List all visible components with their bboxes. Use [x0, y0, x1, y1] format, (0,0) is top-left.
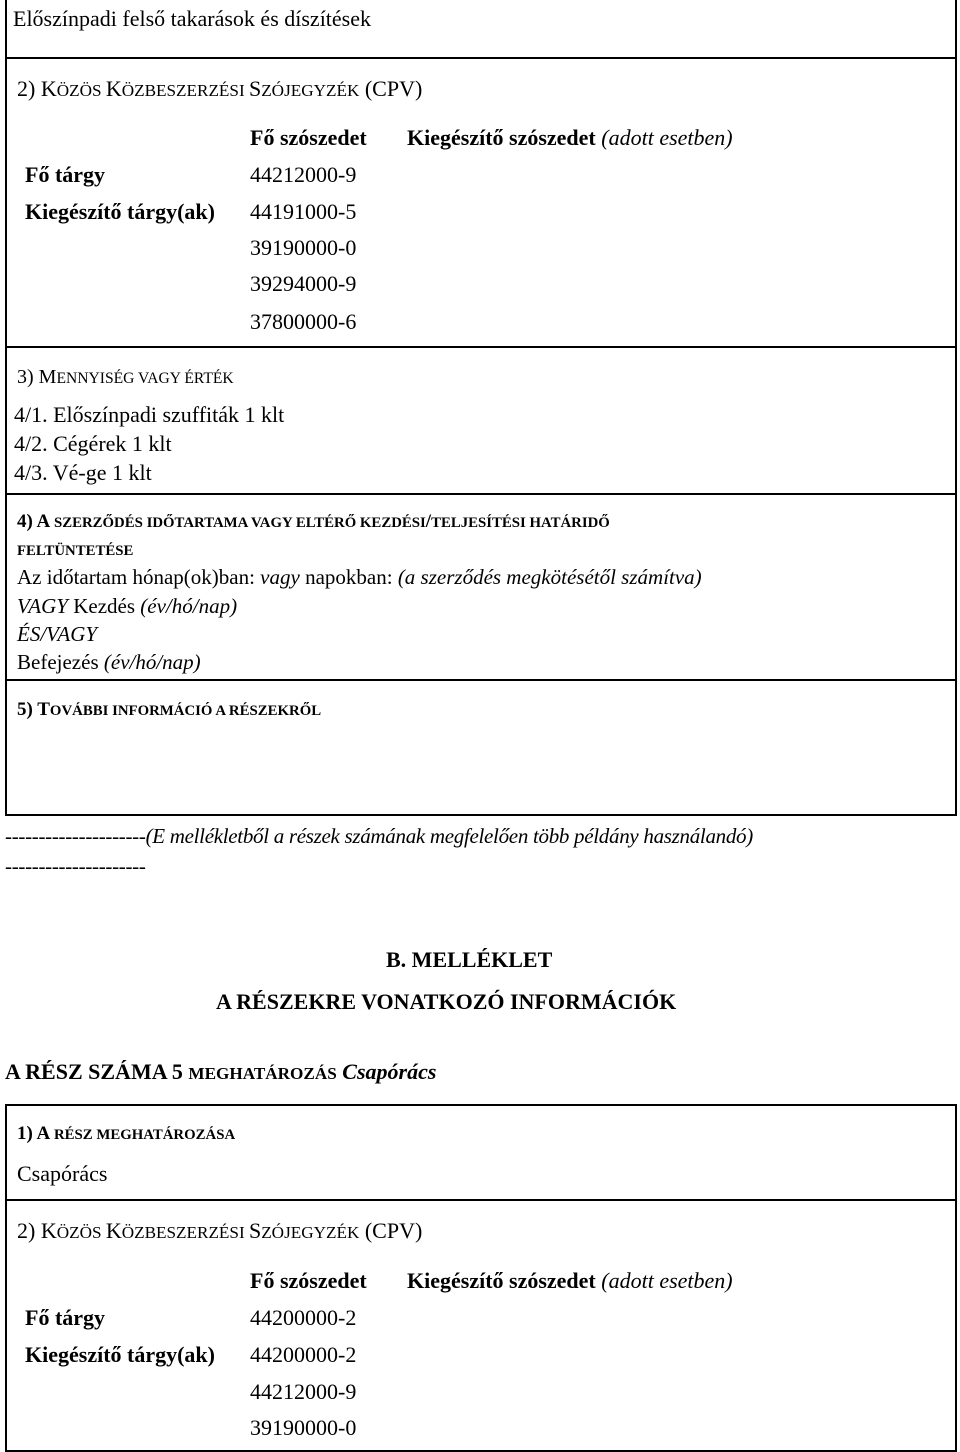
duration-heading: 4) A SZERZŐDÉS IDŐTARTAMA VAGY ELTÉRŐ KEZDÉSI/TELJESÍTÉSI HATÁRIDŐ	[17, 511, 610, 532]
lot-title: Előszínpadi felső takarások és díszítések	[13, 6, 372, 31]
definition-heading: 1) A RÉSZ MEGHATÁROZÁSA	[17, 1123, 236, 1144]
cpv-code: 39190000-0	[250, 1415, 357, 1440]
divider	[5, 1199, 957, 1201]
part-line: A RÉSZ SZÁMA 5 MEGHATÁROZÁS Csapórács	[5, 1059, 437, 1084]
cpv-code: 44200000-2	[250, 1305, 357, 1330]
divider	[5, 57, 957, 59]
cpv-code: 44200000-2	[250, 1342, 357, 1367]
divider	[5, 679, 957, 681]
cpv-heading: 2) KÖZÖS KÖZBESZERZÉSI SZÓJEGYZÉK (CPV)	[17, 76, 423, 101]
quantity-item: 4/1. Előszínpadi szuffiták 1 klt	[14, 402, 285, 427]
duration-line: ÉS/VAGY	[17, 622, 98, 646]
annex-subtitle: A RÉSZEKRE VONATKOZÓ INFORMÁCIÓK	[216, 989, 677, 1014]
duration-heading-cont: FELTÜNTETÉSE	[17, 543, 134, 559]
row-label-extra: Kiegészítő tárgy(ak)	[25, 1342, 215, 1367]
definition-text: Csapórács	[17, 1161, 108, 1186]
col-header-extra: Kiegészítő szószedet (adott esetben)	[407, 1268, 733, 1293]
cpv-code: 39190000-0	[250, 235, 357, 260]
cpv-code: 39294000-9	[250, 271, 357, 296]
separator-dashes: ---------------------	[5, 854, 146, 878]
row-label-main: Fő tárgy	[25, 162, 106, 187]
cpv-heading: 2) KÖZÖS KÖZBESZERZÉSI SZÓJEGYZÉK (CPV)	[17, 1218, 423, 1243]
quantity-heading: 3) MENNYISÉG VAGY ÉRTÉK	[17, 366, 234, 388]
row-label-main: Fő tárgy	[25, 1305, 106, 1330]
info-heading: 5) TOVÁBBI INFORMÁCIÓ A RÉSZEKRŐL	[17, 699, 322, 720]
cpv-code: 44212000-9	[250, 1379, 357, 1404]
duration-line: Befejezés (év/hó/nap)	[17, 650, 201, 674]
divider	[5, 493, 957, 495]
col-header-main: Fő szószedet	[250, 1268, 367, 1293]
divider	[955, 0, 957, 816]
quantity-item: 4/3. Vé-ge 1 klt	[14, 460, 152, 485]
cpv-code: 44212000-9	[250, 162, 357, 187]
annex-title: B. MELLÉKLET	[386, 947, 553, 972]
quantity-item: 4/2. Cégérek 1 klt	[14, 431, 172, 456]
divider	[5, 346, 957, 348]
col-header-extra: Kiegészítő szószedet (adott esetben)	[407, 125, 733, 150]
duration-line: Az időtartam hónap(ok)ban: vagy napokban: (a szerződés megkötésétől számítva)	[17, 565, 702, 589]
cpv-code: 44191000-5	[250, 199, 357, 224]
duration-line: VAGY Kezdés (év/hó/nap)	[17, 594, 238, 618]
row-label-extra: Kiegészítő tárgy(ak)	[25, 199, 215, 224]
col-header-main: Fő szószedet	[250, 125, 367, 150]
separator-line: ---------------------(E mellékletből a részek számának megfelelően több példány használandó)	[5, 824, 753, 848]
cpv-code: 37800000-6	[250, 309, 357, 334]
